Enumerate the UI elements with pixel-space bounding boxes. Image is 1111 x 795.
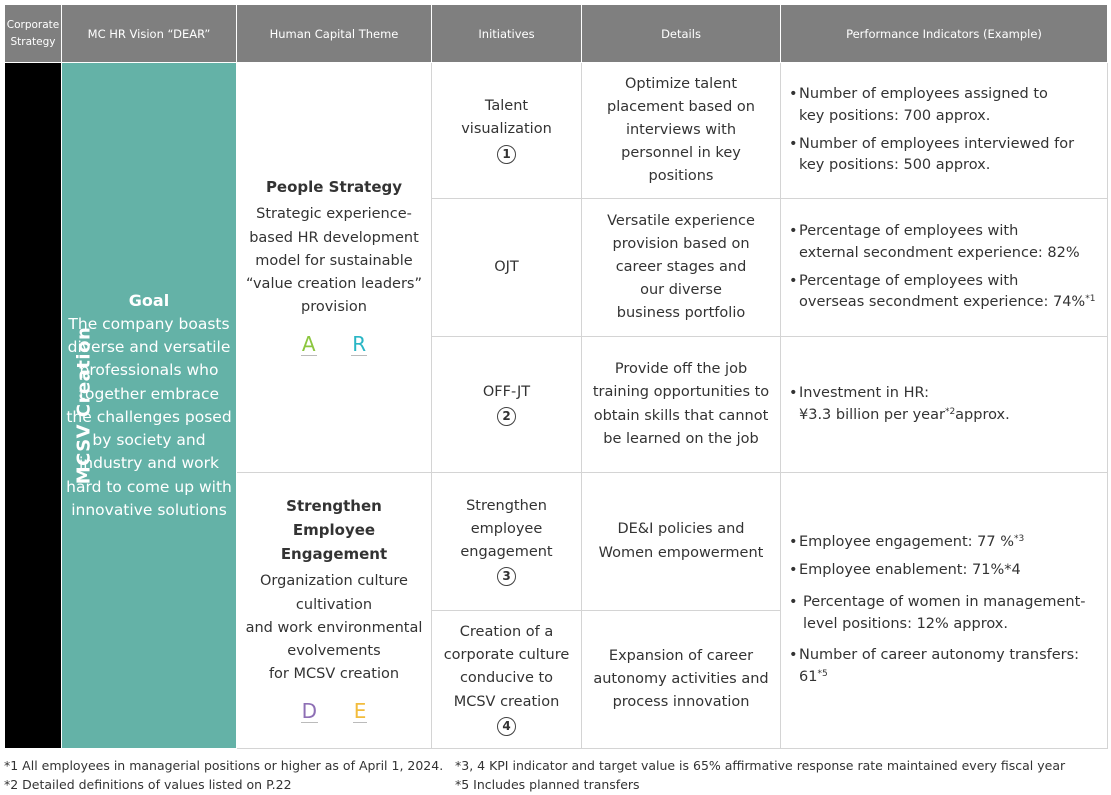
footnotes-left [4, 756, 443, 795]
initiative-talent [432, 63, 582, 199]
goal-text: The company boasts diverse and versatile professionals who together embrace the challenges posed by society and industry and work hard to come up with innovative solutions [66, 314, 232, 519]
indicator-item: • Percentage of employees with overseas secondment experience: 74%$^{*1}$ [789, 271, 1103, 315]
indicator-item: • Number of employees assigned to key positions: 700 approx. [789, 84, 1103, 128]
footnote-5: *5 Includes planned transfers [455, 777, 640, 793]
footnote-2: *2 Detailed definitions of values listed on P.22 [4, 777, 292, 793]
vision-letters [243, 700, 425, 726]
indicator-item: • Number of employees interviewed for key positions: 500 approx. [789, 134, 1103, 178]
circled-number: 3 [497, 567, 516, 586]
theme-text-line: Organization culture cultivation [260, 573, 408, 613]
initiative-label: Talent visualization [461, 98, 552, 138]
letter-r: R [352, 332, 367, 357]
initiative-ojt [432, 199, 582, 337]
initiative-label: OFF-JT [482, 383, 531, 400]
circled-number: 1 [497, 145, 516, 164]
footnote-marker: *1 [1085, 294, 1096, 305]
header-initiatives: Initiatives [432, 5, 582, 63]
header-vision: MC HR Vision “DEAR” [62, 5, 237, 63]
detail-talent: Optimize talent placement based on interviews with personnel in key positions [582, 63, 781, 199]
indicators-talent [781, 63, 1108, 199]
initiative-engagement [432, 473, 582, 611]
footnote-marker: *5 [817, 669, 828, 679]
footnote-3-4: *3, 4 KPI indicator and target value is 65% affirmative response rate maintained every fiscal year [455, 758, 1066, 773]
indicators-engagement [781, 473, 1108, 749]
header-theme: Human Capital Theme [237, 5, 432, 63]
theme-text-line: and work environmental evolvements [245, 619, 423, 659]
indicator-item: • Employee enablement: 71%*4 [789, 560, 1103, 582]
indicator-item: • Number of career autonomy transfers: 61$^{*5}$ [789, 645, 1103, 689]
hr-strategy-table [4, 4, 1108, 749]
initiative-label: OJT [494, 258, 519, 275]
initiative-offjt [432, 337, 582, 473]
header-row [5, 5, 1108, 63]
detail-culture: Expansion of career autonomy activities and process innovation [582, 611, 781, 749]
initiative-label: Strengthen employee engagement [460, 497, 553, 560]
vision-letters [243, 333, 425, 359]
footnotes-right [455, 756, 1065, 795]
detail-offjt: Provide off the job training opportunities to obtain skills that cannot be learned on the job [582, 337, 781, 473]
footnote-1: *1 All employees in managerial positions or higher as of April 1, 2024. [4, 758, 444, 773]
strategy-cell [5, 63, 95, 749]
theme-title: Strengthen Employee Engagement [280, 497, 388, 564]
detail-engagement: DE&I policies and Women empowerment [582, 473, 781, 611]
theme-title: People Strategy [265, 178, 403, 197]
theme-text-line: for MCSV creation [268, 666, 400, 683]
header-corporate-strategy: Corporate Strategy [5, 5, 62, 63]
theme-engagement [237, 473, 432, 749]
header-performance: Performance Indicators (Example) [781, 5, 1108, 63]
indicator-item: • Percentage of women in management-level positions: 12% approx. [789, 592, 1103, 636]
letter-e: E [353, 699, 367, 724]
indicators-ojt [781, 199, 1108, 337]
indicator-item: • Investment in HR: ¥3.3 billion per year$^{*2}$approx. [789, 383, 1103, 427]
footnote-marker: *4 [1004, 562, 1021, 578]
footnote-marker: *2 [944, 406, 956, 417]
circled-number: 4 [497, 717, 516, 736]
theme-text: Strategic experience-based HR development model for sustainable “value creation leaders” provision [245, 206, 422, 316]
header-details: Details [582, 5, 781, 63]
letter-d: D [301, 699, 318, 724]
goal-title: Goal [128, 290, 170, 310]
indicators-offjt [781, 337, 1108, 473]
table-row [5, 63, 1108, 199]
initiative-culture [432, 611, 582, 749]
indicator-item: • Employee engagement: 77 %$^{*3}$ [789, 532, 1103, 554]
letter-a: A [301, 332, 316, 357]
initiative-label: Creation of a corporate culture conducive to MCSV creation [443, 624, 570, 710]
indicator-item: • Percentage of employees with external secondment experience: 82% [789, 221, 1103, 265]
footnote-marker: *3 [1014, 534, 1025, 545]
strategy-label: MCSV Creation [73, 326, 95, 485]
circled-number: 2 [497, 407, 516, 426]
detail-ojt: Versatile experience provision based on career stages and our diverse business portfolio [582, 199, 781, 337]
theme-people-strategy [237, 63, 432, 473]
